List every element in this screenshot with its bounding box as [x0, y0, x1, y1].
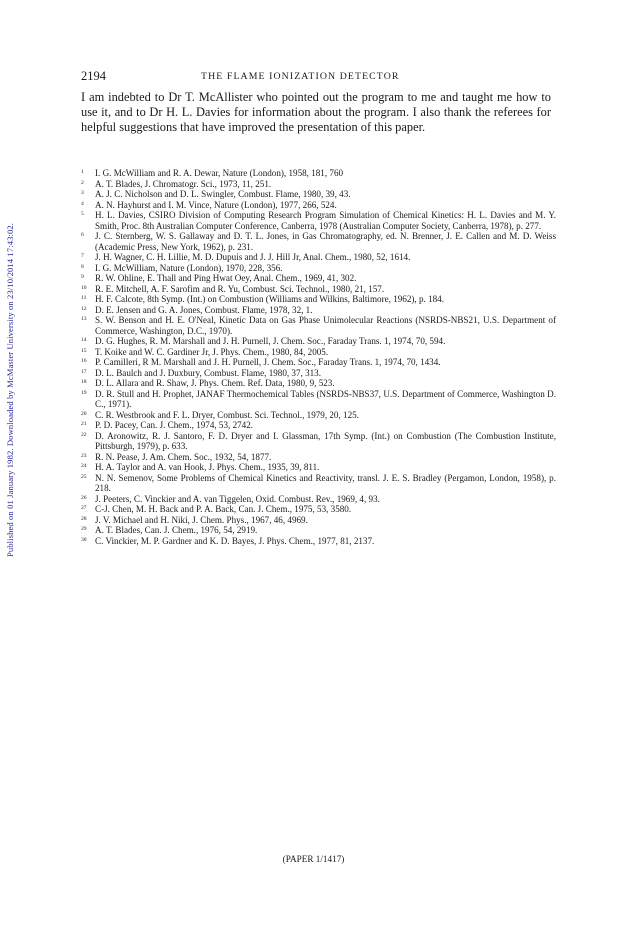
reference-text: A. T. Blades, J. Chromatogr. Sci., 1973, 11, 251.	[95, 178, 272, 189]
reference-text: N. N. Semenov, Some Problems of Chemical Kinetics and Reactivity, transl. J. E. S. Bradley (Pergamon, London, 1958), p. 218.	[95, 472, 556, 493]
reference-number: 23	[81, 452, 87, 459]
reference-number: 5	[81, 211, 84, 217]
reference-number: 2	[81, 179, 84, 186]
running-title: THE FLAME IONIZATION DETECTOR	[201, 71, 400, 82]
reference-item	[81, 420, 556, 431]
reference-text: D. L. Baulch and J. Duxbury, Combust. Flame, 1980, 37, 313.	[95, 367, 321, 378]
reference-item	[81, 452, 556, 463]
reference-item	[81, 284, 556, 295]
reference-text: C. Vinckier, M. P. Gardner and K. D. Bayes, J. Phys. Chem., 1977, 81, 2137.	[95, 535, 375, 546]
reference-number: 17	[81, 368, 87, 375]
reference-item	[81, 410, 556, 421]
reference-item	[81, 357, 556, 368]
reference-number: 15	[81, 347, 87, 354]
reference-number: 16	[81, 358, 87, 364]
reference-text: A. T. Blades, Can. J. Chem., 1976, 54, 2919.	[95, 525, 258, 535]
reference-number: 20	[81, 410, 87, 417]
reference-number: 3	[81, 190, 84, 196]
reference-item	[81, 200, 556, 211]
reference-text: H. L. Davies, CSIRO Division of Computing Research Program Simulation of Chemical Kinetics: H. L. Davies and M. Y. Smith, Proc. 8th Australian Computer Conference, Canberra, 1978 (Australian Computer Society, Canberra, 1978), p. 277.	[95, 210, 556, 231]
reference-item	[81, 389, 556, 410]
reference-text: D. L. Allara and R. Shaw, J. Phys. Chem. Ref. Data, 1980, 9, 523.	[95, 378, 335, 388]
reference-number: 27	[81, 505, 87, 511]
reference-text: H. F. Calcote, 8th Symp. (Int.) on Combustion (Williams and Wilkins, Baltimore, 1962), p. 184.	[95, 294, 444, 304]
reference-text: D. E. Jensen and G. A. Jones, Combust. Flame, 1978, 32, 1.	[95, 304, 313, 315]
reference-number: 12	[81, 305, 87, 312]
reference-number: 28	[81, 515, 87, 522]
reference-item	[81, 305, 556, 316]
reference-text: C-J. Chen, M. H. Back and P. A. Back, Can. J. Chem., 1975, 53, 3580.	[95, 504, 352, 514]
page-number: 2194	[81, 69, 106, 83]
reference-text: P. D. Pacey, Can. J. Chem., 1974, 53, 2742.	[95, 420, 254, 430]
reference-item	[81, 462, 556, 473]
reference-item	[81, 494, 556, 505]
reference-text: R. W. Ohline, E. Thall and Ping Hwat Oey, Anal. Chem., 1969, 41, 302.	[95, 273, 357, 283]
reference-item	[81, 168, 556, 179]
reference-item	[81, 473, 556, 494]
reference-number: 24	[81, 463, 87, 469]
download-watermark-text: Published on 01 January 1982. Downloaded by McMaster University on 23/10/2014 17:43:02.	[5, 222, 15, 558]
reference-item	[81, 189, 556, 200]
reference-number: 21	[81, 421, 87, 427]
reference-item	[81, 368, 556, 379]
reference-item	[81, 179, 556, 190]
reference-text: I. G. McWilliam and R. A. Dewar, Nature (London), 1958, 181, 760	[95, 168, 344, 178]
reference-item	[81, 263, 556, 274]
reference-text: J. Peeters, C. Vinckier and A. van Tiggelen, Oxid. Combust. Rev., 1969, 4, 93.	[95, 493, 380, 504]
reference-number: 29	[81, 526, 87, 532]
reference-number: 14	[81, 337, 87, 343]
reference-number: 13	[81, 316, 87, 322]
reference-text: H. A. Taylor and A. van Hook, J. Phys. Chem., 1935, 39, 811.	[95, 462, 320, 472]
reference-number: 30	[81, 536, 87, 543]
reference-number: 10	[81, 284, 87, 291]
reference-item	[81, 294, 556, 305]
reference-number: 18	[81, 379, 87, 385]
reference-item	[81, 252, 556, 263]
reference-number: 19	[81, 389, 87, 396]
reference-text: S. W. Benson and H. E. O'Neal, Kinetic Data on Gas Phase Unimolecular Reactions (NSRDS-NBS21, U.S. Department of Commerce, Washington, D.C., 1970).	[95, 315, 556, 336]
acknowledgement-paragraph: I am indebted to Dr T. McAllister who pointed out the program to me and taught me how to use it, and to Dr H. L. Davies for information about the program. I also thank the referees for helpful suggestions that have improved the presentation of this paper.	[81, 90, 551, 134]
paper-id: (PAPER 1/1417)	[282, 854, 345, 864]
reference-item	[81, 315, 556, 336]
reference-text: A. J. C. Nicholson and D. L. Swingler, Combust. Flame, 1980, 39, 43.	[95, 189, 351, 199]
reference-item	[81, 273, 556, 284]
reference-text: T. Koike and W. C. Gardiner Jr, J. Phys. Chem., 1980, 84, 2005.	[95, 346, 329, 357]
reference-number: 25	[81, 473, 87, 480]
page-header	[81, 69, 551, 85]
reference-item	[81, 515, 556, 526]
reference-number: 26	[81, 494, 87, 501]
reference-text: J. H. Wagner, C. H. Lillie, M. D. Dupuis and J. J. Hill Jr, Anal. Chem., 1980, 52, 1614.	[95, 252, 411, 262]
reference-item	[81, 231, 556, 252]
reference-text: R. N. Pease, J. Am. Chem. Soc., 1932, 54, 1877.	[95, 451, 272, 462]
reference-text: P. Camilleri, R M. Marshall and J. H. Purnell, J. Chem. Soc., Faraday Trans. 1, 1974, 70, 1434.	[95, 357, 441, 367]
reference-text: R. E. Mitchell, A. F. Sarofim and R. Yu, Combust. Sci. Technol., 1980, 21, 157.	[95, 283, 385, 294]
reference-text: D. R. Stull and H. Prophet, JANAF Thermochemical Tables (NSRDS-NBS37, U.S. Department of Commerce, Washington D. C., 1971).	[95, 388, 556, 409]
reference-item	[81, 347, 556, 358]
reference-number: 9	[81, 274, 84, 280]
reference-number: 6	[81, 232, 84, 238]
reference-number: 1	[81, 169, 84, 175]
reference-text: A. N. Hayhurst and I. M. Vince, Nature (London), 1977, 266, 524.	[95, 199, 337, 210]
reference-number: 4	[81, 200, 84, 207]
reference-item	[81, 378, 556, 389]
download-watermark	[0, 150, 20, 630]
reference-text: D. Aronowitz, R. J. Santoro, F. D. Dryer and I. Glassman, 17th Symp. (Int.) on Combustion (The Combustion Institute, Pittsburgh, 1979), p. 633.	[95, 430, 556, 451]
reference-item	[81, 504, 556, 515]
reference-text: C. R. Westbrook and F. L. Dryer, Combust. Sci. Technol., 1979, 20, 125.	[95, 409, 359, 420]
reference-number: 8	[81, 263, 84, 270]
reference-number: 22	[81, 431, 87, 438]
reference-item	[81, 536, 556, 547]
reference-number: 11	[81, 295, 87, 301]
reference-number: 7	[81, 253, 84, 259]
reference-text: J. V. Michael and H. Niki, J. Chem. Phys., 1967, 46, 4969.	[95, 514, 308, 525]
reference-item	[81, 431, 556, 452]
reference-text: D. G. Hughes, R. M. Marshall and J. H. Purnell, J. Chem. Soc., Faraday Trans. 1, 1974, 70, 594.	[95, 336, 446, 346]
reference-item	[81, 210, 556, 231]
reference-text: J. C. Sternberg, W. S. Gallaway and D. T. L. Jones, in Gas Chromatography, ed. N. Brenner, J. E. Callen and M. D. Weiss (Academic Press, New York, 1962), p. 231.	[95, 231, 556, 252]
reference-item	[81, 525, 556, 536]
reference-text: I. G. McWilliam, Nature (London), 1970, 228, 356.	[95, 262, 283, 273]
reference-item	[81, 336, 556, 347]
reference-list	[81, 168, 556, 546]
